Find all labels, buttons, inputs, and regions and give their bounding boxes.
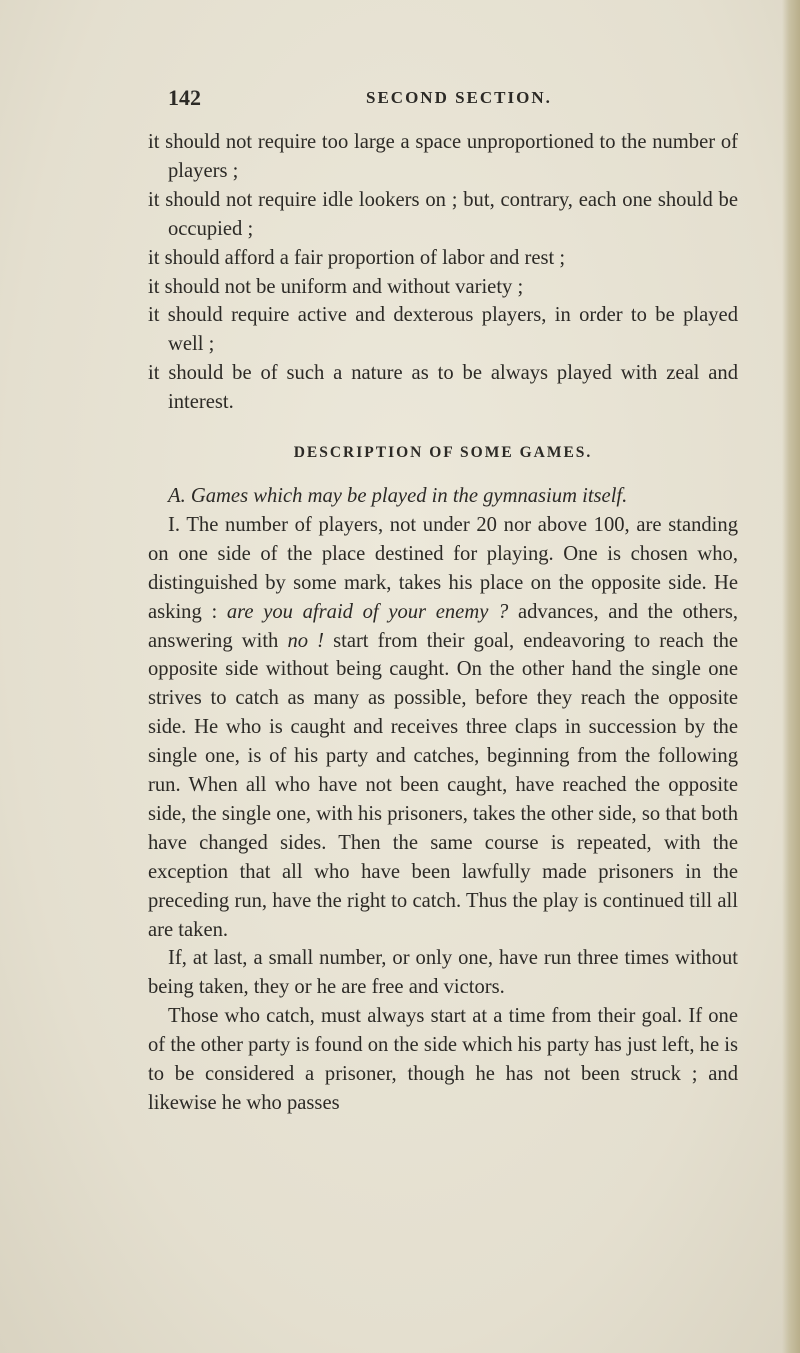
rule-line: it should be of such a nature as to be always played with zeal and interest. xyxy=(148,362,738,414)
page-header xyxy=(168,85,728,115)
paragraph-1-rest: start from their goal, endeavoring to reach the opposite side without being caught. On the other hand the single one strives to catch as many as possible, before they reach the opposite side. He who is caught and receives three claps in succession by the single one, is of his party and catches, beginning from the following run. When all who have not been caught, have reached the opposite side, the single one, with his prisoners, takes the other side, so that both have changed sides. Then the same course is repeated, with the exception that all who have been lawfully made prisoners in the preceding run, have the right to catch. Thus the play is continued till all are taken. xyxy=(148,629,739,941)
subheading-label: A. xyxy=(168,484,186,507)
rule-line: it should not require too large a space unproportioned to the number of players ; xyxy=(148,131,738,182)
rule-line: it should afford a fair proportion of labor and rest ; xyxy=(148,246,566,269)
paragraph-1-answer: no ! xyxy=(287,629,324,652)
section-heading: DESCRIPTION OF SOME GAMES. xyxy=(293,444,593,462)
paragraph-1-question: are you afraid of your enemy ? xyxy=(226,600,509,623)
paragraph-3: Those who catch, must always start at a time from their goal. If one of the other party is found on the side which his party has just left, he is to be considered a prisoner, though he has not been struck ; and likewise he who passes xyxy=(148,1005,738,1114)
subheading-text: Games which may be played in the gymnasium itself. xyxy=(190,484,628,507)
running-head: SECOND SECTION. xyxy=(366,88,552,107)
page-edge xyxy=(782,0,800,1353)
paragraph-1-lead: I. The number of players, not under 20 nor above 100, are standing on one side of the place destined for playing. One is chosen who, distinguished by some mark, takes his place on the opposite side. He asking : xyxy=(148,513,738,623)
paragraph-1 xyxy=(148,511,738,945)
page-number: 142 xyxy=(168,85,201,110)
rule-line: it should not be uniform and without variety ; xyxy=(148,275,524,298)
paragraph-1-middle: advances, and the others, answering with xyxy=(148,600,738,652)
page-body xyxy=(148,128,738,1118)
subheading xyxy=(148,482,738,511)
rule-line: it should not require idle lookers on ; but, contrary, each one should be occupied ; xyxy=(148,188,738,240)
rule-line: it should require active and dexterous players, in order to be played well ; xyxy=(148,304,738,356)
paragraph-2: If, at last, a small number, or only one, have run three times without being taken, they or he are free and victors. xyxy=(148,947,738,999)
